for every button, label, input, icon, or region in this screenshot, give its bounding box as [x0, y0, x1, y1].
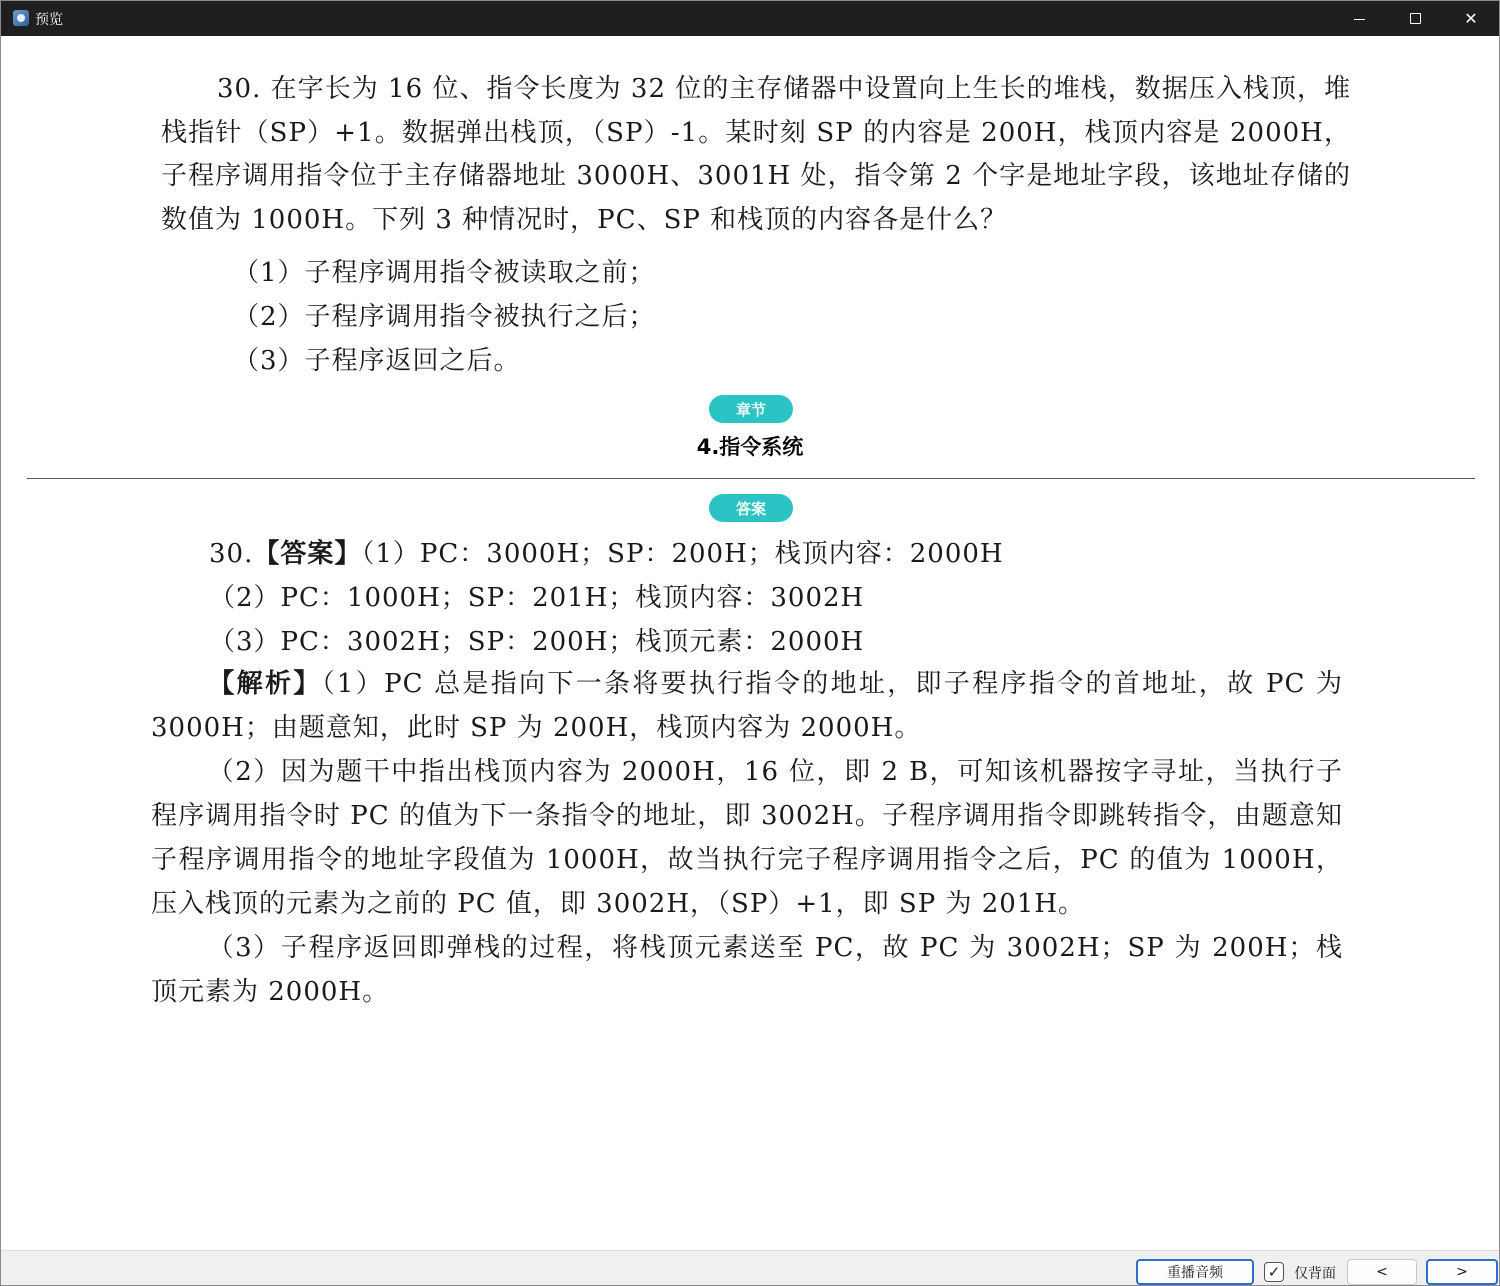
- next-button[interactable]: >: [1426, 1259, 1498, 1285]
- chapter-title: 4.指令系统: [696, 435, 804, 459]
- question-item-1: （1）子程序调用指令被读取之前；: [233, 258, 656, 288]
- minimize-button[interactable]: [1331, 1, 1387, 36]
- question-item-2: （2）子程序调用指令被执行之后；: [233, 302, 656, 332]
- answer-line-1-text: （1）PC：3000H；SP：200H；栈顶内容：2000H: [361, 539, 1004, 569]
- bottom-toolbar: [1, 1250, 1499, 1285]
- analysis-2-text: （2）因为题干中指出栈顶内容为 2000H，16 位，即 2 B，可知该机器按字寻址，当执行子程序调用指令时 PC 的值为下一条指令的地址，即 3002H。子程序调用指令即跳转指令，由题意知子程序调用指令的地址字段值为 1000H，故当执行完子程序调用指令之后，PC 的值为 1000H，压入栈顶的元素为之前的 PC 值，即 3002H，（SP）+1，即 SP 为 201H。: [151, 757, 1343, 919]
- close-button[interactable]: [1443, 1, 1499, 36]
- analysis-paragraph-2: [151, 750, 1343, 926]
- answer-number: 30.: [209, 539, 254, 569]
- analysis-tag: 【解析】: [207, 669, 322, 699]
- title-bar: [1, 1, 1499, 36]
- content-area: [1, 36, 1499, 1250]
- answer-line-3: （3）PC：3002H；SP：200H；栈顶元素：2000H: [209, 627, 865, 657]
- back-only-label: 仅背面: [1294, 1266, 1336, 1282]
- answer-line-1: [209, 533, 1004, 570]
- question-paragraph: 30. 在字长为 16 位、指令长度为 32 位的主存储器中设置向上生长的堆栈，数据压入栈顶，堆栈指针（SP）+1。数据弹出栈顶，（SP）-1。某时刻 SP 的内容是 200H，栈顶内容是 2000H，子程序调用指令位于主存储器地址 3000H、3001H 处，指令第 2 个字是地址字段，该地址存储的数值为 1000H。下列 3 种情况时，PC、SP 和栈顶的内容各是什么？: [161, 74, 1351, 235]
- question-item-3: （3）子程序返回之后。: [233, 346, 521, 376]
- checkmark-icon: ✓: [1267, 1263, 1281, 1281]
- analysis-3-text: （3）子程序返回即弹栈的过程，将栈顶元素送至 PC，故 PC 为 3002H；SP 为 200H；栈顶元素为 2000H。: [151, 933, 1343, 1007]
- analysis-paragraph-3: [151, 926, 1343, 1014]
- window-title: 预览: [35, 12, 63, 28]
- close-icon: ✕: [1464, 9, 1478, 28]
- analysis-1-text: （1）PC 总是指向下一条将要执行指令的地址，即子程序指令的首地址，故 PC 为 3000H；由题意知，此时 SP 为 200H，栈顶内容为 2000H。: [151, 669, 1343, 743]
- divider: [27, 478, 1475, 479]
- minimize-icon: [1354, 19, 1365, 20]
- app-icon: [13, 10, 29, 26]
- maximize-button[interactable]: [1387, 1, 1443, 36]
- maximize-icon: [1410, 13, 1421, 24]
- answer-badge: 答案: [709, 494, 793, 522]
- previous-button[interactable]: <: [1347, 1259, 1417, 1285]
- back-only-checkbox[interactable]: [1264, 1262, 1284, 1282]
- answer-tag: 【答案】: [253, 539, 362, 569]
- chapter-badge: 章节: [709, 395, 793, 423]
- answer-line-2: （2）PC：1000H；SP：201H；栈顶内容：3002H: [209, 583, 865, 613]
- analysis-paragraph-1: [151, 662, 1343, 750]
- question-text: [161, 68, 1351, 242]
- replay-audio-button[interactable]: 重播音频: [1136, 1259, 1254, 1285]
